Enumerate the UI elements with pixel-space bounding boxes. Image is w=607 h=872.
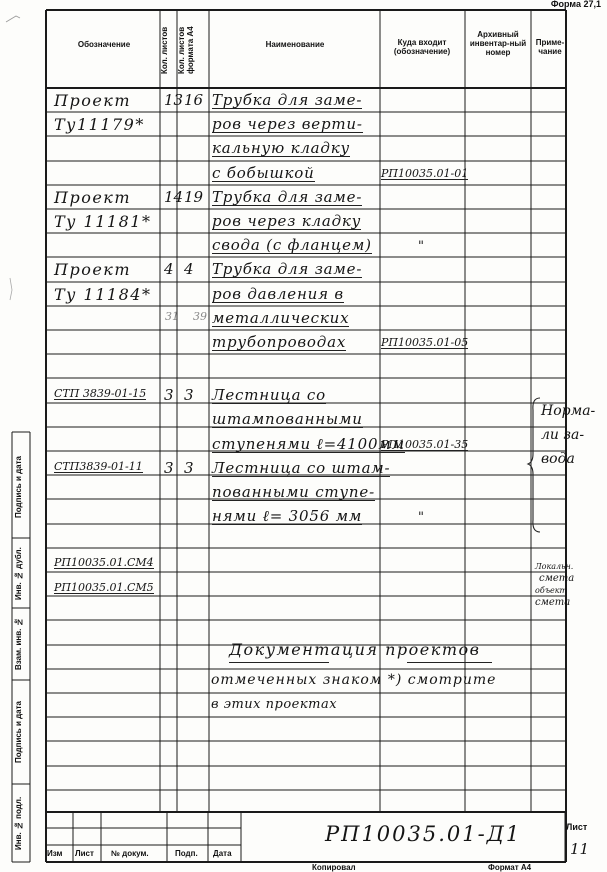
cell-name: ров давления в [212,285,344,303]
cell-designation: Ту 11184* [54,285,152,304]
footnote-line-3: в этих проектах [211,697,338,712]
form-label: Форма 27,1 [550,0,601,9]
cell-designation: СТП3839-01-11 [54,460,143,473]
cell-sheets-count: 4 [164,260,174,278]
stamp-podpis-data-2: Подпись и дата [14,701,23,763]
cell-where-included: " [418,510,424,525]
title-n-dokum: № докум. [111,849,149,858]
cell-sheets-a4: 4 [184,260,194,278]
cell-sheets-count: 3 [164,459,174,477]
cell-designation: Ту 11181* [54,212,152,231]
cell-sheets-a4: 3 [184,459,194,477]
header-notes: Приме-чание [535,38,565,56]
footer-kopiroval: Копировал [312,863,356,872]
stamp-podpis-data-1: Подпись и дата [14,456,23,518]
cell-where-included: РП10035.01-05 [381,336,469,349]
cell-name: трубопроводах [212,333,347,351]
note-small-4: смета [535,597,571,608]
cell-where-included: " [418,239,424,254]
header-name: Наименование [265,40,325,49]
cell-sheets-a4: 19 [184,188,204,206]
footnote-underline-1 [229,662,329,663]
note-brace-line-3: вода [541,451,575,467]
cell-name: штампованными [212,410,363,428]
footer-format: Формат А4 [488,863,532,872]
note-brace-line-2: ли за- [541,427,585,443]
cell-designation: Проект [54,188,132,207]
cell-name: Лестница со [212,386,326,404]
cell-name: Лестница со штам- [212,459,391,477]
header-where-included: Куда входит (обозначение) [393,38,451,56]
cell-name: кальную кладку [212,139,350,157]
cell-name: Трубка для заме- [212,260,363,278]
header-sheets-a4: Кол. листов формата А4 [177,26,195,74]
title-izm: Изм [47,849,63,858]
title-list: Лист [75,849,94,858]
cell-name: нями ℓ= 3056 мм [212,507,363,525]
stamp-vzam-inv: Взам. инв. № [14,617,23,671]
cell-designation: Проект [54,91,132,110]
note-brace-line-1: Норма- [541,403,596,419]
cell-sheets-count: 14 [164,188,184,206]
cell-name: Трубка для заме- [212,188,363,206]
cell-sheets-a4: 3 [184,386,194,404]
cell-pencil-mark: 39 [193,310,207,323]
note-small-1: Локальн. [535,562,574,571]
footnote-underline-2 [407,662,492,663]
header-archive-number: Архивный инвентар-ный номер [469,30,527,57]
cell-designation: РП10035.01.СМ4 [54,556,154,569]
header-designation: Обозначение [77,40,131,49]
note-small-2: смета [539,573,575,584]
cell-designation: СТП 3839-01-15 [54,387,147,400]
cell-designation: Ту11179* [54,115,145,134]
cell-name: металлических [212,309,350,327]
cell-sheets-count: 3 [164,386,174,404]
footnote-line-1: Документация проектов [229,640,481,659]
cell-where-included: РП10035.01-35 [381,438,469,451]
cell-designation: Проект [54,260,132,279]
cell-designation: РП10035.01.СМ5 [54,581,154,594]
header-sheets-count: Кол. листов [160,26,169,74]
cell-name: ров через кладку [212,212,362,230]
cell-name: ров через верти- [212,115,363,133]
cell-name: свода (с фланцем) [212,236,372,254]
title-doc-code: РП10035.01-Д1 [325,822,522,846]
stamp-inv-podl: Инв. № подл. [14,796,23,850]
title-sheet-label: Лист [566,822,588,832]
cell-sheets-a4: 16 [184,91,204,109]
cell-name: ступенями ℓ=4100мм [212,435,405,453]
cell-name: Трубка для заме- [212,91,363,109]
footnote-line-2: отмеченных знаком *) смотрите [211,672,497,688]
title-data: Дата [213,849,232,858]
cell-where-included: РП10035.01-01 [381,167,469,180]
cell-name: пованными ступе- [212,483,375,501]
title-sheet-number: 11 [570,840,590,858]
note-small-3: объект [535,586,568,595]
title-podp: Подп. [175,849,198,858]
cell-sheets-count: 13 [164,91,184,109]
cell-pencil-mark: 31 [165,310,179,323]
stamp-inv-dubl: Инв. № дубл. [14,547,23,601]
margin-pencil-marks [2,8,30,308]
cell-name: с бобышкой [212,164,315,182]
